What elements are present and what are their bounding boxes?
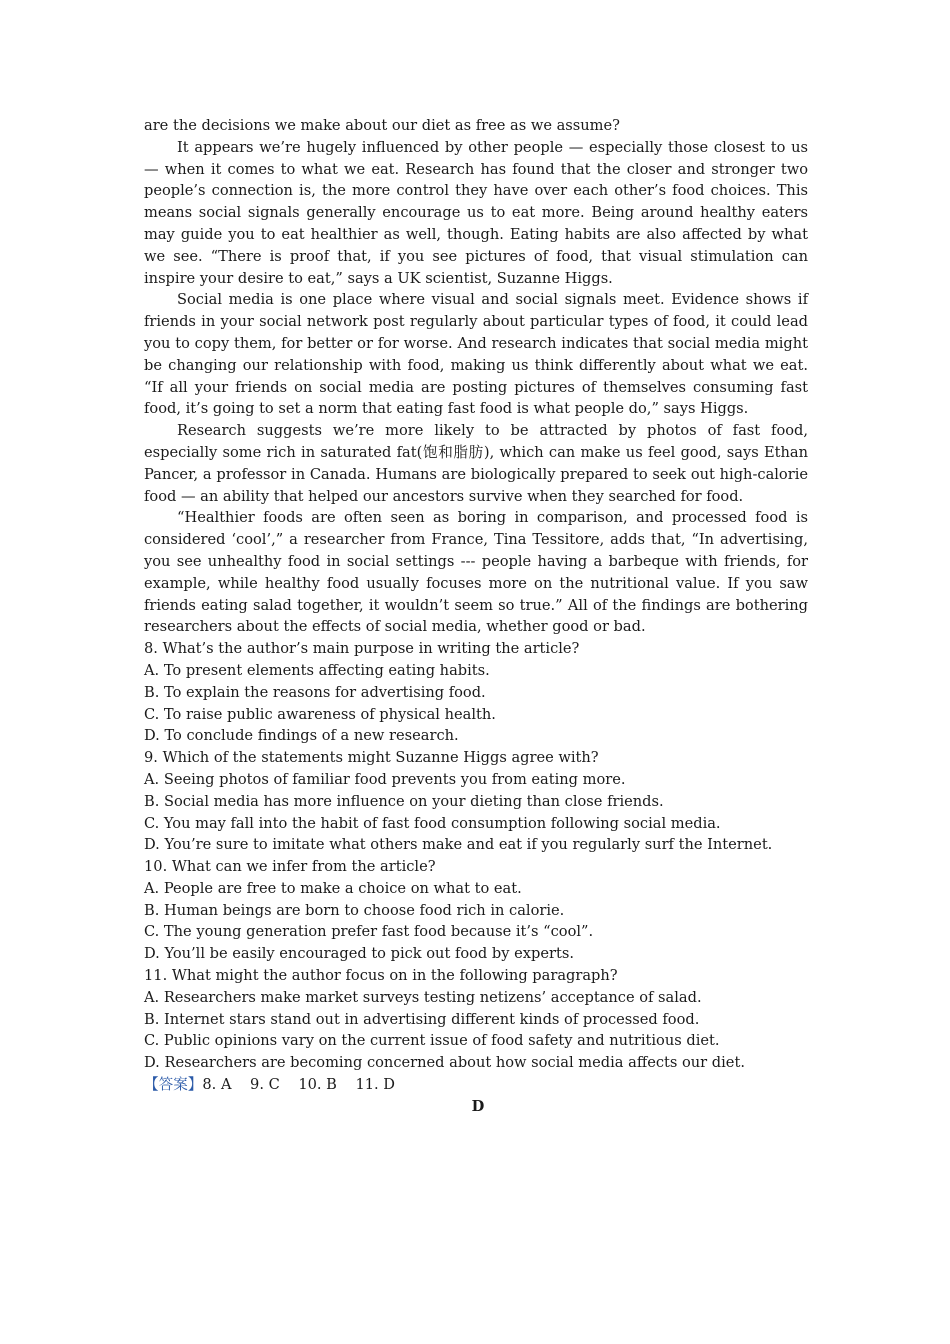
option-b: B. Social media has more influence on your dieting than close friends. (144, 792, 664, 810)
option-b: B. Internet stars stand out in advertising different kinds of processed food. (144, 1010, 700, 1028)
question-9 (144, 747, 808, 856)
paragraph-intro-tail: are the decisions we make about our diet as free as we assume? (144, 117, 620, 134)
option-b: B. To explain the reasons for advertising food. (144, 683, 486, 701)
option-a: A. Seeing photos of familiar food prevents you from eating more. (144, 770, 626, 788)
paragraph-social-media: Social media is one place where visual and social signals meet. Evidence shows if friends in your social network post regularly about particular types of food, it could lead you to copy them, for better or for worse. And research indicates that social media might be changing our relationship with food, making us think differently about what we eat. “If all your friends on social media are posting pictures of themselves consuming fast food, it’s going to set a norm that eating fast food is what people do,” says Higgs. (144, 291, 808, 418)
paragraph-healthier-foods: “Healthier foods are often seen as boring in comparison, and processed food is considered ‘cool’,” a researcher from France, Tina Tessitore, adds that, “In advertising, you see unhealthy food in social settings --- people having a barbeque with friends, for example, while healthy food usually focuses more on the nutritional value. If you saw friends eating salad together, it wouldn’t seem so true.” All of the findings are bothering researchers about the effects of social media, whether good or bad. (144, 509, 808, 636)
option-c: C. The young generation prefer fast food because it’s “cool”. (144, 923, 594, 941)
option-a: A. Researchers make market surveys testing netizens’ acceptance of salad. (144, 988, 702, 1006)
option-a: A. To present elements affecting eating habits. (144, 661, 490, 679)
paragraph-fast-food: Research suggests we’re more likely to be attracted by photos of fast food, especially some rich in saturated fat(饱和脂肪), which can make us feel good, says Ethan Pancer, a professor in Canada. Humans are biologically prepared to seek out high-calorie food — an ability that helped our ancestors survive when they searched for food. (144, 422, 808, 505)
question-stem: 11. What might the author focus on in the following paragraph? (144, 967, 618, 985)
question-stem: 10. What can we infer from the article? (144, 858, 436, 876)
answer-text: 8. A 9. C 10. B 11. D (202, 1076, 396, 1094)
option-c: C. You may fall into the habit of fast food consumption following social media. (144, 814, 721, 832)
option-d: D. You’ll be easily encouraged to pick out food by experts. (144, 945, 574, 963)
option-c: C. To raise public awareness of physical health. (144, 705, 496, 723)
option-d: D. To conclude findings of a new research. (144, 727, 459, 745)
document-page (144, 115, 808, 1118)
question-11 (144, 965, 808, 1074)
option-d: D. You’re sure to imitate what others make and eat if you regularly surf the Internet. (144, 836, 773, 854)
answer-tag: 【答案】 (144, 1076, 203, 1094)
paragraph-influence: It appears we’re hugely influenced by other people — especially those closest to us — when it comes to what we eat. Research has found that the closer and stronger two people’s connection is, the more control they have over each other’s food choices. This means social signals generally encourage us to eat more. Being around healthy eaters may guide you to eat healthier as well, though. Eating habits are also affected by what we see. “There is proof that, if you see pictures of food, that visual stimulation can inspire your desire to eat,” says a UK scientist, Suzanne Higgs. (144, 138, 808, 287)
section-letter: D (471, 1097, 485, 1115)
answer-key (144, 1074, 808, 1096)
option-c: C. Public opinions vary on the current issue of food safety and nutritious diet. (144, 1032, 720, 1050)
question-8 (144, 638, 808, 747)
option-a: A. People are free to make a choice on what to eat. (144, 879, 522, 897)
option-b: B. Human beings are born to choose food rich in calorie. (144, 901, 565, 919)
option-d: D. Researchers are becoming concerned about how social media affects our diet. (144, 1054, 745, 1072)
question-10 (144, 856, 808, 965)
question-stem: 9. Which of the statements might Suzanne Higgs agree with? (144, 749, 599, 767)
question-stem: 8. What’s the author’s main purpose in writing the article? (144, 640, 580, 658)
